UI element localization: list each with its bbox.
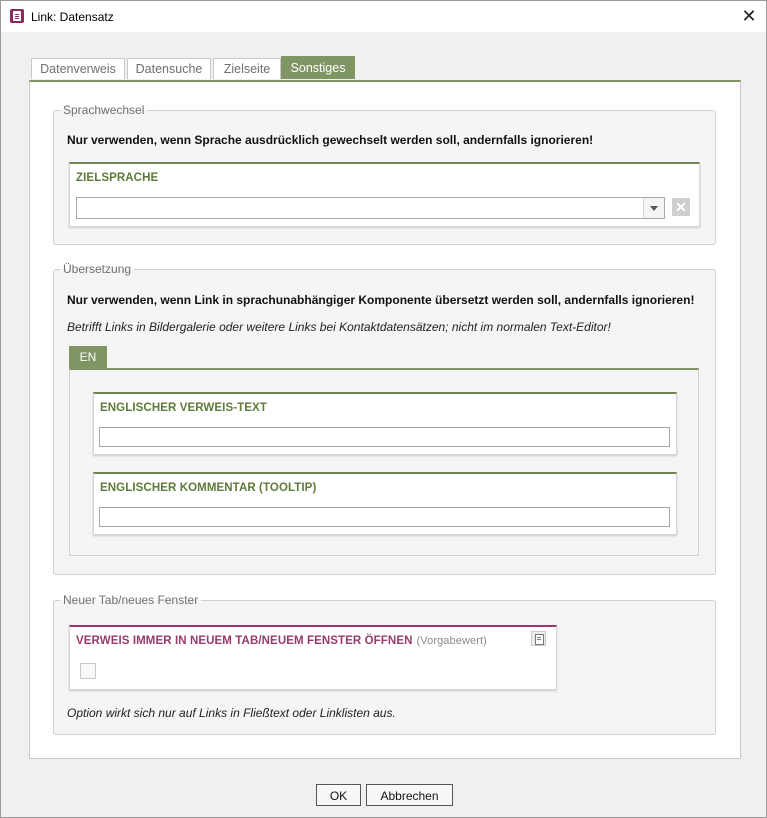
- field-englischer-kommentar: [93, 472, 677, 535]
- window-title: Link: Datensatz: [31, 10, 114, 24]
- title-bar: [1, 1, 766, 32]
- uebersetzung-hint: Betrifft Links in Bildergalerie oder weitere Links bei Kontaktdatensätzen; nicht im normalen Text-Editor!: [67, 320, 611, 334]
- default-value-note: (Vorgabewert): [416, 635, 487, 647]
- tab-sonstiges[interactable]: Sonstiges: [281, 56, 355, 79]
- document-icon[interactable]: [531, 631, 546, 646]
- tab-datenverweis[interactable]: Datenverweis: [31, 58, 125, 79]
- neuer-tab-checkbox[interactable]: [80, 663, 96, 679]
- chevron-down-icon[interactable]: [643, 198, 664, 218]
- group-uebersetzung-legend: Übersetzung: [63, 262, 132, 276]
- field-neuer-tab: [69, 625, 557, 690]
- app-document-icon: [10, 9, 24, 23]
- zielsprache-label: ZIELSPRACHE: [76, 172, 159, 184]
- group-neuer-tab-legend: Neuer Tab/neues Fenster: [63, 593, 199, 607]
- tab-language-en[interactable]: EN: [69, 346, 107, 369]
- uebersetzung-note: Nur verwenden, wenn Link in sprachunabhängiger Komponente übersetzt werden soll, andernfalls ignorieren!: [67, 293, 695, 307]
- clear-x-icon[interactable]: ✕: [672, 198, 690, 216]
- zielsprache-select[interactable]: [76, 197, 665, 219]
- neuer-tab-label-text: VERWEIS IMMER IN NEUEM TAB/NEUEM FENSTER ÖFFNEN: [76, 635, 413, 647]
- englischer-kommentar-input[interactable]: [99, 507, 670, 527]
- neuer-tab-note: Option wirkt sich nur auf Links in Fließtext oder Linklisten aus.: [67, 706, 396, 720]
- group-sprachwechsel-legend: Sprachwechsel: [63, 103, 145, 117]
- tab-zielseite[interactable]: Zielseite: [213, 58, 281, 79]
- tab-datensuche[interactable]: Datensuche: [127, 58, 211, 79]
- sprachwechsel-note: Nur verwenden, wenn Sprache ausdrücklich gewechselt werden soll, andernfalls ignorieren!: [67, 133, 594, 147]
- cancel-button[interactable]: Abbrechen: [366, 784, 453, 806]
- close-icon[interactable]: ✕: [741, 6, 757, 26]
- field-zielsprache: [69, 162, 700, 227]
- neuer-tab-label: [76, 635, 487, 647]
- field-englischer-verweis-text: [93, 392, 677, 455]
- englischer-verweis-text-label: ENGLISCHER VERWEIS-TEXT: [100, 402, 267, 414]
- ok-button[interactable]: OK: [316, 784, 361, 806]
- englischer-verweis-text-input[interactable]: [99, 427, 670, 447]
- englischer-kommentar-label: ENGLISCHER KOMMENTAR (TOOLTIP): [100, 482, 317, 494]
